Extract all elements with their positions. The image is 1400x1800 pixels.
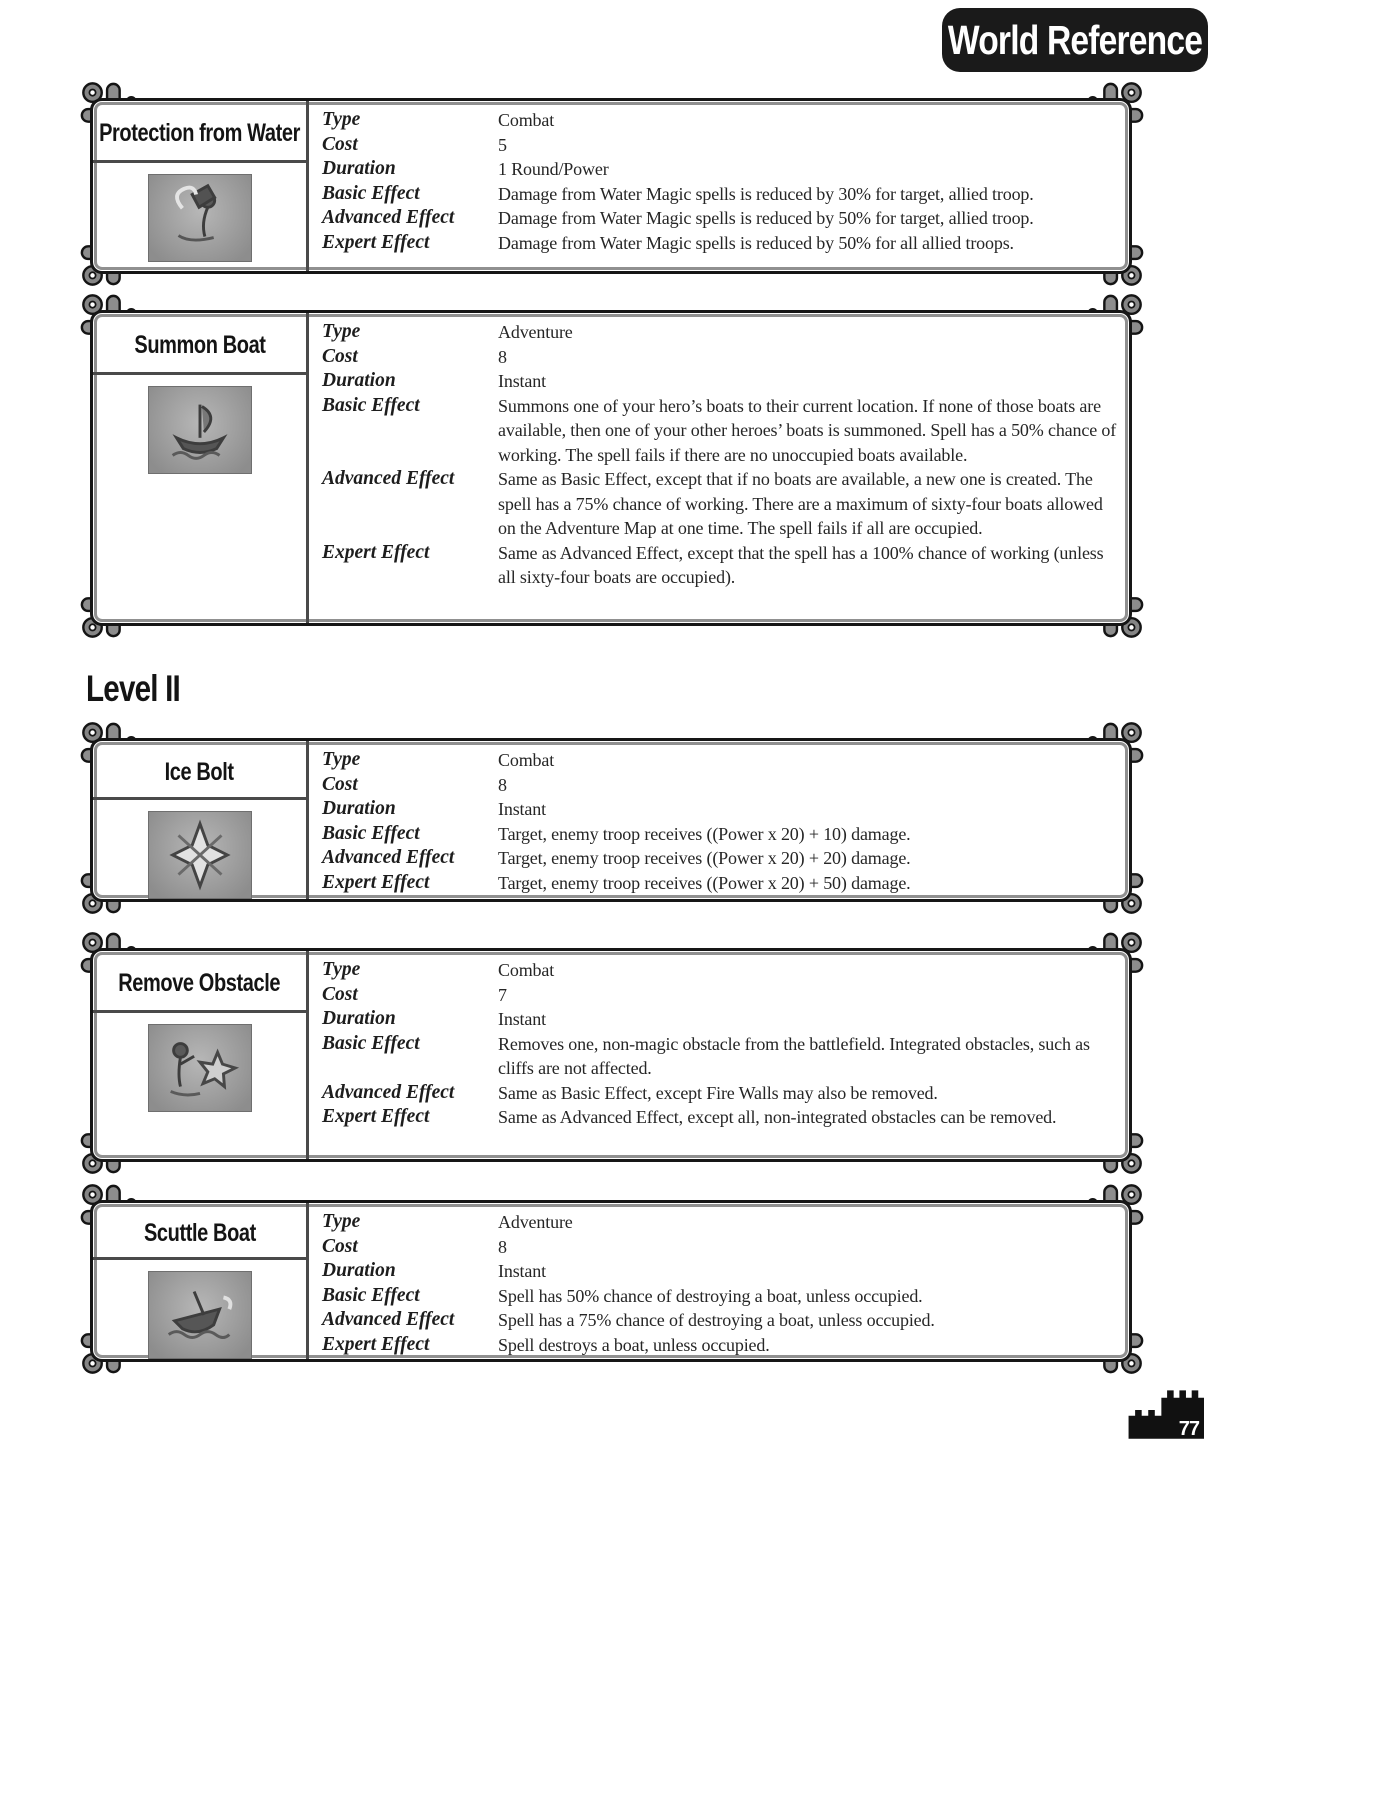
field-label-advanced-effect: Advanced Effect <box>322 207 455 228</box>
spell-attributes <box>322 1210 1121 1357</box>
card-frame <box>90 310 1132 626</box>
spell-card-remove-obstacle <box>82 936 1140 1170</box>
spell-expert-effect-value: Damage from Water Magic spells is reduced by 50% for all allied troops. <box>498 232 1014 253</box>
spell-duration-value: 1 Round/Power <box>498 159 609 179</box>
spell-cost-value: 8 <box>498 1236 507 1257</box>
spell-duration-value: Instant <box>498 799 546 819</box>
spell-type-value: Adventure <box>498 1212 573 1232</box>
level-heading: Level II <box>86 668 180 709</box>
spell-advanced-effect-value: Damage from Water Magic spells is reduced by 50% for target, allied troop. <box>498 208 1034 228</box>
field-label-basic-effect: Basic Effect <box>322 822 420 844</box>
field-label-expert-effect: Expert Effect <box>322 1333 430 1355</box>
spell-name: Scuttle Boat <box>143 1218 256 1247</box>
spell-card-scuttle-boat <box>82 1188 1140 1370</box>
spell-advanced-effect-value: Target, enemy troop receives ((Power x 20) + 20) damage. <box>498 848 911 868</box>
spell-type-value: Adventure <box>498 322 573 342</box>
field-label-expert-effect: Expert Effect <box>322 541 430 563</box>
card-frame <box>90 1200 1132 1362</box>
field-label-basic-effect: Basic Effect <box>322 182 420 204</box>
remove-obstacle-icon <box>148 1024 252 1112</box>
spell-cost-value: 8 <box>498 346 507 367</box>
field-label-type: Type <box>322 749 361 770</box>
spell-basic-effect-value: Summons one of your hero’s boats to their current location. If none of those boats are available, then one of your other heroes’ boats is summoned. Spell has a 50% chance of working. The spell fails if there are no unoccupied boats available. <box>498 395 1117 465</box>
spell-card-protection-from-water <box>82 86 1140 282</box>
field-label-duration: Duration <box>322 370 396 391</box>
field-label-advanced-effect: Advanced Effect <box>322 1081 455 1103</box>
spell-duration-value: Instant <box>498 1261 546 1281</box>
spell-advanced-effect-value: Same as Basic Effect, except Fire Walls may also be removed. <box>498 1082 938 1103</box>
field-label-duration: Duration <box>322 1008 396 1029</box>
field-label-cost: Cost <box>322 133 358 155</box>
spell-name: Protection from Water <box>99 119 300 147</box>
spell-attributes <box>322 320 1121 590</box>
ice-bolt-icon <box>148 811 252 899</box>
spell-cost-value: 8 <box>498 774 507 795</box>
spell-advanced-effect-value: Same as Basic Effect, except that if no boats are available, a new one is created. The spell has a 75% chance of working. There are a maximum of sixty-four boats allowed on the Adventure Map at one time. The spell fails if all are occupied. <box>498 469 1103 538</box>
spell-card-ice-bolt <box>82 726 1140 910</box>
card-frame <box>90 98 1132 274</box>
protection-from-water-icon <box>148 174 252 262</box>
field-label-advanced-effect: Advanced Effect <box>322 847 455 868</box>
field-label-expert-effect: Expert Effect <box>322 871 430 893</box>
spell-expert-effect-value: Target, enemy troop receives ((Power x 20) + 50) damage. <box>498 872 911 893</box>
field-label-cost: Cost <box>322 1235 358 1257</box>
page-header-banner <box>942 8 1208 72</box>
spell-expert-effect-value: Spell destroys a boat, unless occupied. <box>498 1334 770 1355</box>
spell-type-value: Combat <box>498 110 555 130</box>
field-label-type: Type <box>322 109 361 130</box>
field-label-duration: Duration <box>322 158 396 179</box>
field-label-duration: Duration <box>322 798 396 819</box>
card-frame <box>90 738 1132 902</box>
spell-type-value: Combat <box>498 750 555 770</box>
spell-cost-value: 5 <box>498 134 507 155</box>
field-label-basic-effect: Basic Effect <box>322 394 420 416</box>
spell-expert-effect-value: Same as Advanced Effect, except all, non-integrated obstacles can be removed. <box>498 1107 1057 1127</box>
spell-basic-effect-value: Target, enemy troop receives ((Power x 20) + 10) damage. <box>498 823 911 844</box>
field-label-duration: Duration <box>322 1260 396 1281</box>
field-label-expert-effect: Expert Effect <box>322 1106 430 1127</box>
spell-basic-effect-value: Removes one, non-magic obstacle from the battlefield. Integrated obstacles, such as cliffs are not affected. <box>498 1033 1090 1078</box>
field-label-cost: Cost <box>322 773 358 795</box>
spell-name: Summon Boat <box>133 331 266 359</box>
spell-attributes <box>322 958 1121 1130</box>
scuttle-boat-icon <box>148 1271 252 1359</box>
spell-attributes <box>322 108 1121 255</box>
spell-expert-effect-value: Same as Advanced Effect, except that the spell has a 100% chance of working (unless all sixty-four boats are occupied). <box>498 542 1104 587</box>
field-label-basic-effect: Basic Effect <box>322 1032 420 1054</box>
field-label-expert-effect: Expert Effect <box>322 231 430 253</box>
field-label-type: Type <box>322 321 361 342</box>
spell-type-value: Combat <box>498 960 555 980</box>
spell-advanced-effect-value: Spell has a 75% chance of destroying a boat, unless occupied. <box>498 1310 935 1330</box>
spell-name: Ice Bolt <box>164 757 235 786</box>
field-label-advanced-effect: Advanced Effect <box>322 1309 455 1330</box>
page-footer <box>1122 1378 1204 1442</box>
spell-card-summon-boat <box>82 298 1140 634</box>
spell-duration-value: Instant <box>498 1009 546 1029</box>
spell-basic-effect-value: Spell has 50% chance of destroying a boat, unless occupied. <box>498 1285 923 1306</box>
spell-attributes <box>322 748 1121 895</box>
field-label-cost: Cost <box>322 345 358 367</box>
field-label-basic-effect: Basic Effect <box>322 1284 420 1306</box>
spell-name: Remove Obstacle <box>118 969 281 997</box>
field-label-cost: Cost <box>322 983 358 1005</box>
field-label-type: Type <box>322 959 361 980</box>
spell-basic-effect-value: Damage from Water Magic spells is reduced by 30% for target, allied troop. <box>498 183 1034 204</box>
spell-cost-value: 7 <box>498 984 507 1005</box>
summon-boat-icon <box>148 386 252 474</box>
card-frame <box>90 948 1132 1162</box>
field-label-type: Type <box>322 1211 361 1232</box>
spell-duration-value: Instant <box>498 371 546 391</box>
page-title: World Reference <box>947 16 1203 63</box>
field-label-advanced-effect: Advanced Effect <box>322 468 455 489</box>
page-number: 77 <box>1178 1418 1199 1440</box>
